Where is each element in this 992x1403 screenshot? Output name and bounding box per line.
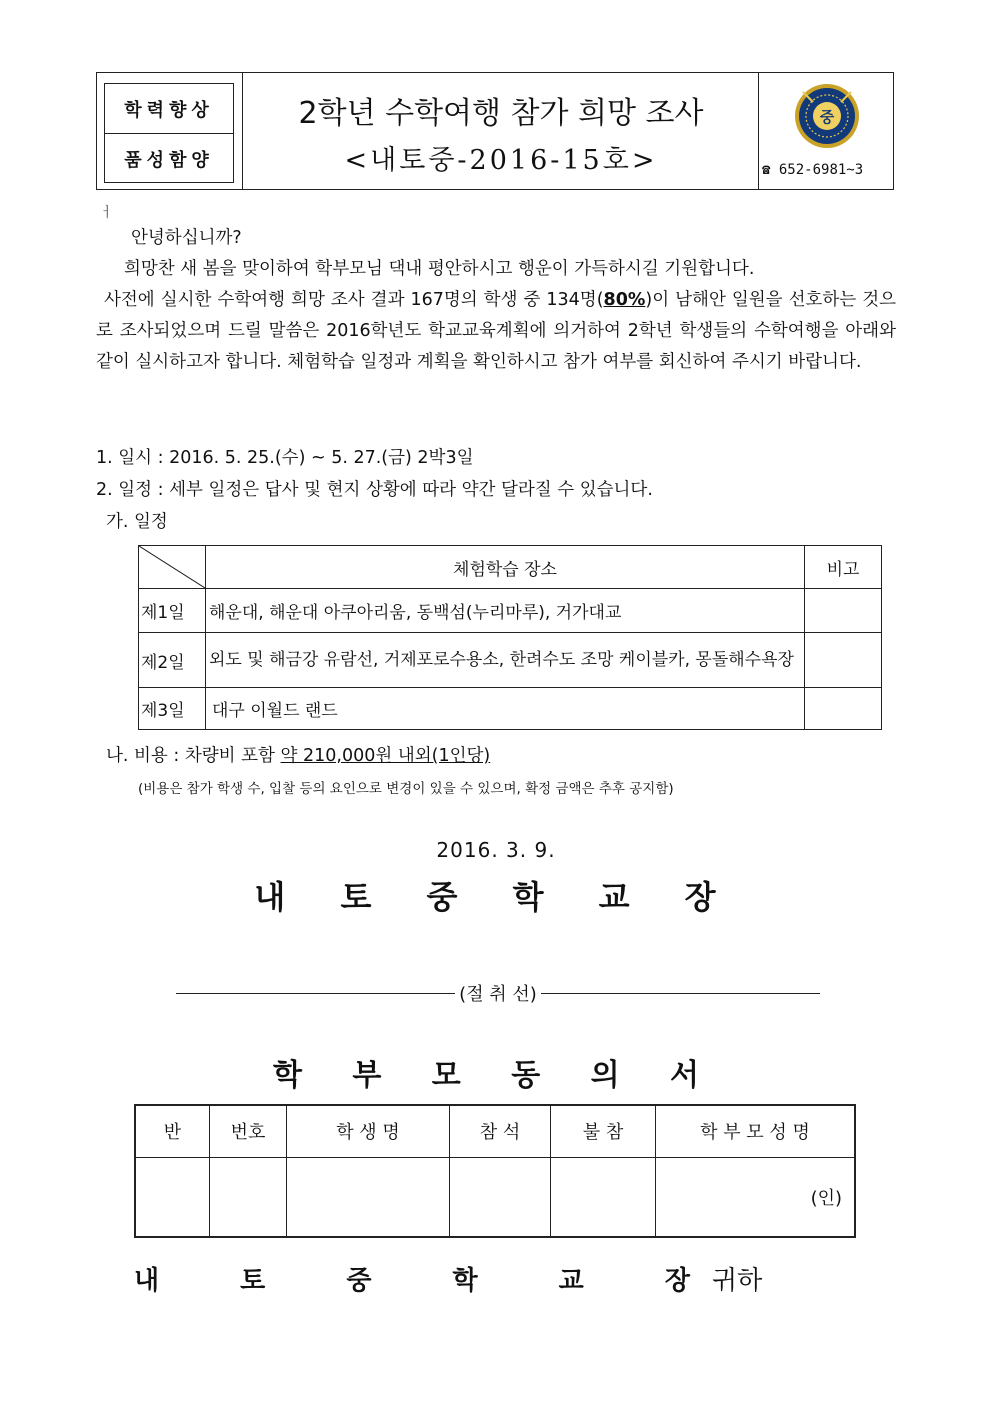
number-field[interactable] — [210, 1157, 287, 1237]
greeting: 안녕하십니까? — [131, 228, 242, 248]
cost-label: 나. 비용 : 차량비 포함 — [106, 746, 281, 766]
consent-col-parent: 학 부 모 성 명 — [656, 1105, 856, 1157]
cost-note: (비용은 참가 학생 수, 입찰 등의 요인으로 변경이 있을 수 있으며, 확정 금액은 추후 공지함) — [138, 781, 674, 797]
cut-line-right — [541, 993, 820, 994]
diagonal-corner-cell — [139, 546, 206, 589]
paragraph-1: 희망찬 새 봄을 맞이하여 학부모님 댁내 평안하시고 행운이 가득하시길 기원합니다. — [124, 259, 755, 279]
cut-line-left — [176, 993, 455, 994]
schedule-row — [139, 589, 882, 633]
cost-line — [106, 741, 490, 772]
phone-line — [762, 162, 863, 178]
consent-col-attend: 참 석 — [450, 1105, 551, 1157]
letter-body — [96, 223, 896, 378]
school-logo — [793, 82, 861, 150]
survey-percent: 80% — [603, 290, 646, 310]
consent-title: 학 부 모 동 의 서 — [272, 1058, 720, 1093]
student-name-field[interactable] — [287, 1157, 450, 1237]
schedule-day: 제3일 — [139, 688, 206, 730]
schedule-day: 제1일 — [139, 589, 206, 633]
document-title: 2학년 수학여행 참가 희망 조사 — [298, 96, 704, 131]
paragraph-2-part1: 사전에 실시한 수학여행 희망 조사 결과 167명의 학생 중 134명( — [104, 290, 604, 310]
stray-mark: ㅓ — [100, 205, 114, 221]
parent-signature-field[interactable] — [656, 1157, 856, 1237]
seal-mark: (인) — [810, 1187, 842, 1209]
col-header-place: 체험학습 장소 — [206, 546, 805, 589]
consent-table — [134, 1104, 856, 1238]
schedule-note — [805, 589, 882, 633]
motto-top: 학력향상 — [105, 84, 233, 134]
consent-input-row — [135, 1157, 855, 1237]
schedule-day: 제2일 — [139, 633, 206, 688]
consent-addressee-line — [134, 1260, 762, 1297]
consent-col-absent: 불 참 — [551, 1105, 656, 1157]
addressee: 내 토 중 학 교 장 — [134, 1266, 726, 1296]
cut-line — [176, 980, 820, 1006]
document-number: <내토중-2016-15호> — [344, 145, 658, 176]
attend-field[interactable] — [450, 1157, 551, 1237]
consent-col-student: 학 생 명 — [287, 1105, 450, 1157]
col-header-note: 비고 — [805, 546, 882, 589]
motto-bottom: 품성함양 — [124, 149, 214, 171]
schedule-place: 대구 이월드 랜드 — [206, 688, 805, 730]
schedule-note — [805, 633, 882, 688]
logo-char: 중 — [819, 108, 835, 126]
paragraph-2 — [96, 285, 896, 378]
principal-signature: 내 토 중 학 교 장 — [254, 878, 738, 916]
paragraph-2-part2: )이 남해안 일원을 선호하는 것으로 조사되었으며 드릴 말씀은 2016학년도 학교교육계획에 의거하여 2학년 학생들의 수학여행을 아래와 같이 실시하고자 합니다. 체험학습 일정과 계획을 확인하시고 참가 여부를 회신하여 주시기 바랍니다. — [96, 290, 897, 372]
item-schedule: 2. 일정 : 세부 일정은 답사 및 현지 상황에 따라 약간 달라질 수 있습니다. — [96, 480, 653, 500]
schedule-row — [139, 633, 882, 688]
consent-col-number: 번호 — [210, 1105, 287, 1157]
consent-col-class: 반 — [135, 1105, 210, 1157]
phone-number: 652-6981~3 — [778, 162, 864, 178]
cut-line-label: (절 취 선) — [459, 984, 537, 1005]
issue-date: 2016. 3. 9. — [436, 838, 556, 862]
schedule-header-row — [139, 546, 882, 589]
schedule-note — [805, 688, 882, 730]
consent-header-row — [135, 1105, 855, 1157]
item-date: 1. 일시 : 2016. 5. 25.(수) ~ 5. 27.(금) 2박3일 — [96, 448, 474, 468]
schedule-place: 해운대, 해운대 아쿠아리움, 동백섬(누리마루), 거가대교 — [206, 589, 805, 633]
phone-icon: ☎ — [762, 162, 771, 178]
schedule-place: 외도 및 해금강 유람선, 거제포로수용소, 한려수도 조망 케이블카, 몽돌해수욕장 — [206, 633, 805, 688]
class-field[interactable] — [135, 1157, 210, 1237]
sub-schedule-heading: 가. 일정 — [106, 512, 168, 532]
absent-field[interactable] — [551, 1157, 656, 1237]
addressee-suffix: 귀하 — [711, 1266, 763, 1296]
school-motto-box — [104, 83, 234, 183]
schedule-table — [138, 545, 882, 730]
schedule-row — [139, 688, 882, 730]
cost-amount: 약 210,000원 내외(1인당) — [280, 746, 491, 766]
